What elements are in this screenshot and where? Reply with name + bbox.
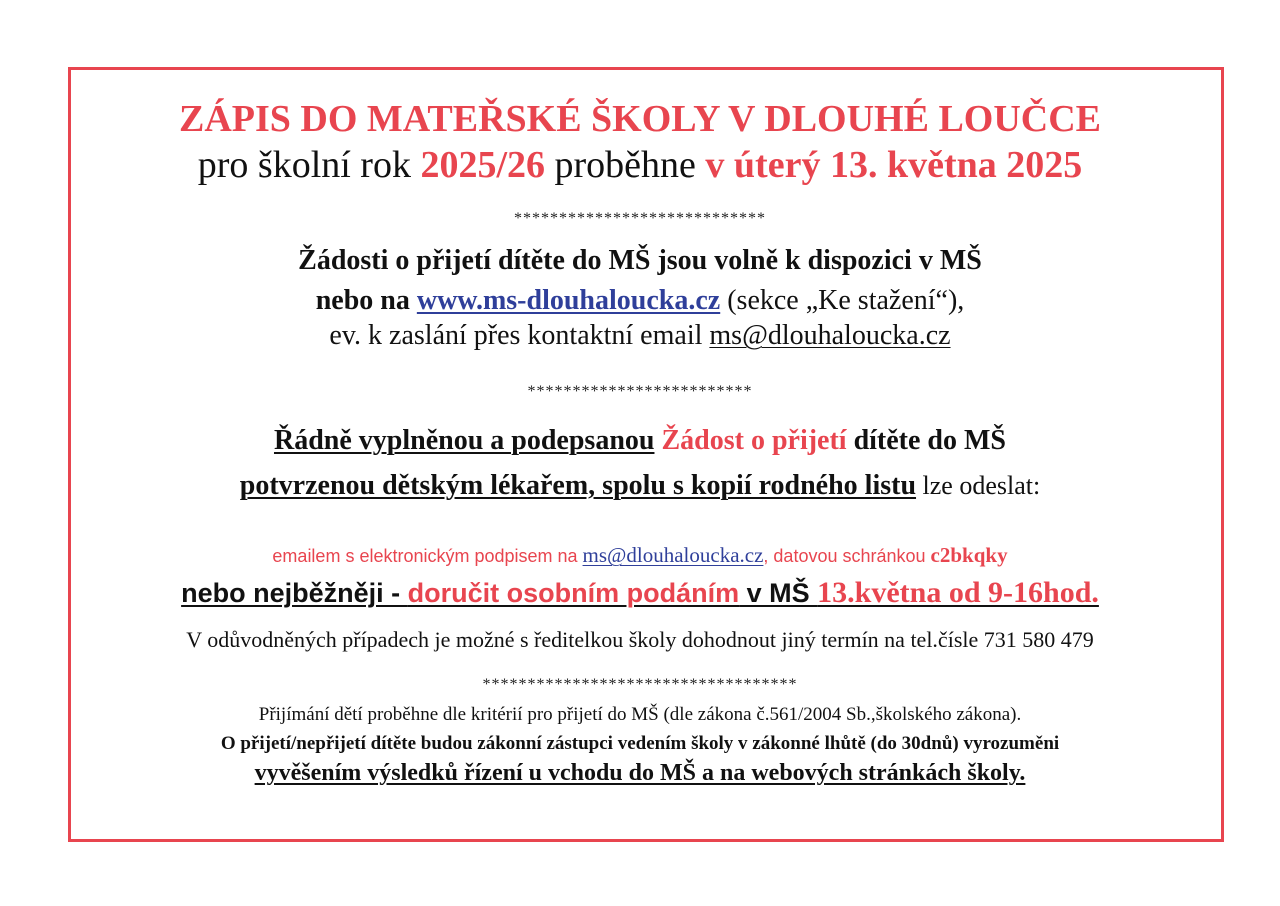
notification-note: O přijetí/nepřijetí dítěte budou zákonní zástupci vedením školy v zákonné lhůtě (do 30dnů) vyrozuměni (220, 733, 1060, 754)
page-title: ZÁPIS DO MATEŘSKÉ ŠKOLY V DLOUHÉ LOUČCE (178, 98, 1102, 140)
electronic-signature-text: emailem s elektronickým podpisem na (272, 546, 583, 566)
submission-email-link[interactable]: ms@dlouhaloucka.cz (582, 543, 764, 567)
submission-line-1 (0, 425, 1280, 457)
forms-section-note: (sekce „Ke stažení“), (720, 285, 965, 316)
school-year-prefix: pro školní rok (197, 144, 421, 186)
personal-delivery-date: 13.května od 9-16hod. (817, 576, 1099, 609)
alternative-date-note: V odůvodněných případech je možné s ředitelkou školy dohodnout jiný termín na tel.čísle 731 580 479 (186, 627, 1094, 652)
admission-criteria-note: Přijímání dětí proběhne dle kritérií pro přijetí do MŠ (dle zákona č.561/2004 Sb.,školského zákona). (258, 704, 1022, 725)
separator-stars: ************************* (527, 383, 753, 400)
results-publication-note: vyvěšením výsledků řízení u vchodu do MŠ a na webových stránkách školy. (254, 760, 1026, 786)
personal-delivery-method: doručit osobním podáním (407, 578, 740, 608)
application-name: Žádost o přijetí (661, 425, 847, 456)
child-to-school-text: dítěte do MŠ (846, 425, 1007, 456)
separator-stars: **************************** (514, 210, 766, 227)
forms-availability-line: Žádosti o přijetí dítěte do MŠ jsou volně k dispozici v MŠ (298, 245, 982, 276)
doctor-confirmation-text: potvrzenou dětským lékařem, spolu s kopií rodného listu (239, 470, 917, 501)
website-link[interactable]: www.ms-dlouhaloucka.cz (416, 285, 721, 316)
enrollment-date: v úterý 13. května 2025 (705, 144, 1083, 186)
forms-website-prefix: nebo na (315, 285, 417, 316)
separator-stars: *********************************** (482, 676, 798, 693)
can-send-text: lze odeslat: (916, 471, 1041, 500)
databox-id: c2bkqky (930, 543, 1008, 567)
forms-email-line (0, 320, 1280, 352)
submission-line-2 (0, 470, 1280, 502)
personal-delivery-place: v MŠ (739, 578, 818, 608)
contact-email-link[interactable]: ms@dlouhaloucka.cz (709, 320, 951, 351)
electronic-submission-line (0, 543, 1280, 568)
personal-delivery-prefix: nebo nejběžněji - (181, 578, 408, 608)
school-year: 2025/26 (420, 144, 546, 186)
forms-website-line (0, 285, 1280, 317)
databox-text: , datovou schránkou (763, 546, 931, 566)
school-year-mid: proběhne (545, 144, 706, 186)
properly-filled-text: Řádně vyplněnou a podepsanou (273, 425, 655, 456)
school-year-line (0, 143, 1280, 187)
forms-email-prefix: ev. k zaslání přes kontaktní email (329, 320, 710, 351)
personal-delivery-line (0, 576, 1280, 610)
